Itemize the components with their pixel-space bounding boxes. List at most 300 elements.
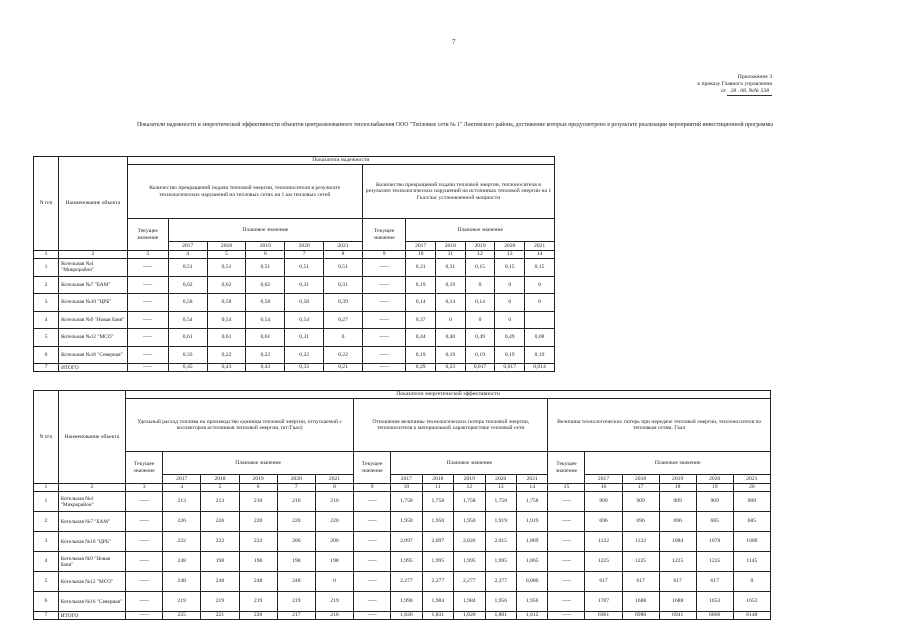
column-number-cell: 6	[239, 484, 277, 492]
planned-value-cell: 0,31	[324, 276, 363, 294]
column-number-cell: 15	[548, 484, 585, 492]
planned-value-cell: 0,58	[246, 294, 285, 312]
row-index-cell: 4	[34, 552, 59, 572]
planned-value-cell: 0,31	[406, 259, 436, 277]
planned-value-cell: 617	[622, 572, 659, 592]
col-index-header: N п/п	[34, 391, 59, 484]
planned-value-cell: 1,984	[422, 592, 453, 612]
energy-group-2-header: Отношение величины технологических потерь тепловой энергии, теплоносителя к материальной характеристике тепловой сети	[354, 399, 548, 452]
column-number-cell: 13	[485, 484, 516, 492]
document-title: Показатели надежности и энергетической эффективности объектов централизованного теплоснабжения ООО "Тепловые сети № 1" Локтевского района, достижение которых предусмотрено в результате реализации мероприятий инвестиционной программы	[136, 122, 774, 128]
planned-value-cell: 222	[163, 532, 201, 552]
planned-value-cell: 1707	[585, 592, 622, 612]
appendix-handwritten-date: 28 . 08. №№ 538	[727, 88, 772, 96]
column-number-cell: 9	[354, 484, 391, 492]
year-header: 2017	[406, 242, 436, 251]
planned-value-cell: 248	[201, 572, 239, 592]
year-header: 2019	[454, 475, 485, 484]
planned-value-cell: 0,51	[246, 259, 285, 277]
planned-value-cell: 213	[163, 492, 201, 512]
current-value-cell: -----	[127, 364, 168, 372]
year-header: 2018	[436, 242, 466, 251]
current-value-cell: -----	[362, 276, 405, 294]
planned-value-cell: 0,62	[207, 276, 246, 294]
year-header: 2018	[422, 475, 453, 484]
object-name-cell: Котельная №7 "БАМ"	[58, 512, 125, 532]
column-number-cell: 1	[34, 251, 59, 259]
planned-value-cell: 1,995	[454, 552, 485, 572]
planned-value-cell: 0,51	[207, 259, 246, 277]
planned-value-cell: 0,61	[168, 329, 207, 347]
current-value-cell: -----	[548, 492, 585, 512]
current-value-cell: -----	[362, 311, 405, 329]
planned-value-cell: 0	[315, 572, 353, 592]
planned-value-cell: 220	[239, 512, 277, 532]
table-row	[34, 294, 555, 312]
current-value-cell: -----	[126, 532, 163, 552]
planned-value-cell: 1,995	[485, 552, 516, 572]
planned-value-cell: 1122	[622, 532, 659, 552]
year-header: 2017	[585, 475, 622, 484]
planned-value-cell: 1653	[696, 592, 733, 612]
planned-value-cell: 0,51	[324, 259, 363, 277]
row-index-cell: 7	[34, 612, 59, 620]
reliability-table-body	[34, 251, 555, 372]
planned-value-cell: 238	[163, 552, 201, 572]
year-header: 2021	[733, 475, 770, 484]
page-number: 7	[452, 38, 456, 46]
column-number-cell: 11	[422, 484, 453, 492]
total-row	[34, 364, 555, 372]
planned-value-cell: 0,22	[246, 346, 285, 364]
planned-value-cell: 909	[622, 492, 659, 512]
planned-value-cell: 1,869	[516, 532, 547, 552]
column-number-cell: 16	[585, 484, 622, 492]
object-name-cell: Котельная №12 "МСО"	[59, 329, 128, 347]
planned-value-cell: 1,995	[391, 552, 422, 572]
planned-value-cell: 219	[163, 592, 201, 612]
planned-value-cell: 0	[465, 311, 495, 329]
planned-value-header: Плановое значение	[585, 452, 771, 475]
planned-value-cell: 0,58	[285, 294, 324, 312]
column-number-cell: 20	[733, 484, 770, 492]
planned-value-cell: 0,017	[465, 364, 495, 372]
planned-value-cell: 0,58	[168, 294, 207, 312]
row-index-cell: 4	[34, 311, 59, 329]
planned-value-cell: 0,15	[495, 259, 525, 277]
year-header: 2017	[163, 475, 201, 484]
energy-main-header: Показатели энергетической эффективности	[126, 391, 771, 399]
energy-efficiency-table	[33, 390, 771, 620]
planned-value-cell: 220	[315, 512, 353, 532]
current-value-cell: -----	[127, 329, 168, 347]
planned-value-cell: 0,19	[495, 346, 525, 364]
planned-value-cell: 696	[622, 512, 659, 532]
table-row	[34, 329, 555, 347]
appendix-line-2: к приказу Главного управления	[697, 81, 772, 87]
planned-value-cell: 226	[163, 512, 201, 532]
planned-value-cell: 2,015	[485, 532, 516, 552]
planned-value-cell: 0,39	[324, 294, 363, 312]
planned-value-cell: 1,990	[391, 592, 422, 612]
column-number-cell: 18	[659, 484, 696, 492]
object-name-cell: Котельная №16 "Северная"	[58, 592, 125, 612]
current-value-cell: -----	[127, 259, 168, 277]
current-value-cell: -----	[362, 294, 405, 312]
appendix-block	[672, 74, 772, 96]
planned-value-cell: 0,49	[495, 329, 525, 347]
planned-value-cell: 0	[525, 276, 555, 294]
planned-value-cell: 1,758	[454, 492, 485, 512]
planned-value-cell: 0	[324, 329, 363, 347]
planned-value-cell: 248	[239, 572, 277, 592]
planned-value-cell: 0,62	[246, 276, 285, 294]
planned-value-cell: 0,14	[465, 294, 495, 312]
planned-value-cell: 210	[277, 492, 315, 512]
current-value-cell: -----	[354, 572, 391, 592]
current-value-header: Текущее значение	[127, 219, 168, 251]
row-index-cell: 5	[34, 572, 59, 592]
planned-value-cell: 0,61	[207, 329, 246, 347]
planned-value-cell: 0,54	[207, 311, 246, 329]
planned-value-header: Плановое значение	[391, 452, 548, 475]
planned-value-cell: 0,14	[436, 294, 466, 312]
current-value-header: Текущее значение	[548, 452, 585, 484]
year-header: 2017	[168, 242, 207, 251]
planned-value-cell: 0,27	[324, 311, 363, 329]
planned-value-cell: 0,22	[285, 346, 324, 364]
planned-value-cell: 217	[277, 612, 315, 620]
current-value-cell: -----	[548, 512, 585, 532]
energy-group-1-header: Удельный расход топлива на производство единицы тепловой энергии, отпускаемой с коллекторов источников тепловой энергии, (кг/Гкал)	[126, 399, 354, 452]
planned-value-cell	[525, 311, 555, 329]
current-value-cell: -----	[127, 276, 168, 294]
planned-value-cell: 1,820	[454, 612, 485, 620]
planned-value-cell: 0,21	[324, 364, 363, 372]
row-index-cell: 2	[34, 276, 59, 294]
current-value-cell: -----	[362, 259, 405, 277]
object-name-cell: Котельная №9 "Новая баня"	[59, 311, 128, 329]
planned-value-cell: 685	[696, 512, 733, 532]
planned-value-cell: 1,956	[485, 592, 516, 612]
planned-value-cell: 1225	[659, 552, 696, 572]
column-number-cell: 12	[454, 484, 485, 492]
planned-value-cell: 0,31	[285, 276, 324, 294]
table-row	[34, 346, 555, 364]
current-value-cell: -----	[362, 364, 405, 372]
year-header: 2019	[659, 475, 696, 484]
planned-value-cell: 0,33	[168, 346, 207, 364]
planned-value-cell: 6148	[733, 612, 770, 620]
planned-value-cell: 0,40	[436, 329, 466, 347]
planned-value-cell: 0,017	[495, 364, 525, 372]
planned-value-cell: 6980	[622, 612, 659, 620]
planned-value-cell: 0,54	[246, 311, 285, 329]
planned-value-cell: 0,19	[465, 346, 495, 364]
planned-value-cell: 210	[315, 492, 353, 512]
planned-value-cell: 0,08	[525, 329, 555, 347]
year-header: 2019	[239, 475, 277, 484]
planned-value-cell: 219	[239, 592, 277, 612]
planned-value-cell: 213	[201, 492, 239, 512]
planned-value-cell: 0,014	[525, 364, 555, 372]
total-row	[34, 612, 771, 620]
planned-value-cell: 198	[201, 552, 239, 572]
column-number-cell: 5	[207, 251, 246, 259]
planned-value-cell: 1225	[585, 552, 622, 572]
current-value-cell: -----	[548, 572, 585, 592]
planned-value-cell: 0,22	[207, 346, 246, 364]
column-number-cell: 8	[315, 484, 353, 492]
object-name-cell: Котельная №4 "Микрорайон"	[58, 492, 125, 512]
col-name-header: Наименование объекта	[58, 391, 125, 484]
planned-value-cell: 1,919	[516, 512, 547, 532]
planned-value-header: Плановое значение	[406, 219, 555, 242]
table-row	[34, 572, 771, 592]
planned-value-cell: 1,612	[516, 612, 547, 620]
planned-value-cell: 1,826	[391, 612, 422, 620]
year-header: 2018	[622, 475, 659, 484]
object-name-cell: Котельная №10 "ЦРБ"	[59, 294, 128, 312]
column-number-cell: 14	[516, 484, 547, 492]
current-value-header: Текущее значение	[354, 452, 391, 484]
table-row	[34, 532, 771, 552]
column-number-cell: 17	[622, 484, 659, 492]
planned-value-cell: 248	[163, 572, 201, 592]
planned-value-cell: 0	[465, 276, 495, 294]
object-name-cell: Котельная №16 "Северная"	[59, 346, 128, 364]
planned-value-cell: 0,51	[285, 259, 324, 277]
current-value-cell: -----	[127, 346, 168, 364]
planned-value-cell: 0,61	[246, 329, 285, 347]
planned-value-cell: 1,801	[485, 612, 516, 620]
planned-value-cell: 6961	[585, 612, 622, 620]
planned-value-cell: 226	[201, 512, 239, 532]
table-row	[34, 512, 771, 532]
current-value-cell: -----	[548, 592, 585, 612]
current-value-cell: -----	[354, 512, 391, 532]
planned-value-cell: 0,37	[406, 311, 436, 329]
current-value-cell: -----	[362, 329, 405, 347]
planned-value-cell: 0,15	[465, 259, 495, 277]
row-index-cell: 3	[34, 294, 59, 312]
planned-value-cell: 1653	[733, 592, 770, 612]
planned-value-cell: 219	[277, 592, 315, 612]
current-value-header: Текущее значение	[362, 219, 405, 251]
planned-value-cell: 0,45	[168, 364, 207, 372]
planned-value-cell: 0,000	[516, 572, 547, 592]
planned-value-cell: 1,919	[485, 512, 516, 532]
planned-value-cell: 198	[315, 552, 353, 572]
column-number-cell: 10	[391, 484, 422, 492]
planned-value-cell: 0,31	[285, 329, 324, 347]
planned-value-cell: 0,51	[168, 259, 207, 277]
current-value-cell: -----	[126, 592, 163, 612]
planned-value-cell: 1,995	[422, 552, 453, 572]
current-value-cell: -----	[126, 612, 163, 620]
planned-value-cell: 225	[163, 612, 201, 620]
row-index-cell: 1	[34, 492, 59, 512]
planned-value-cell: 0,19	[436, 346, 466, 364]
planned-value-cell: 0	[525, 294, 555, 312]
planned-value-cell: 0,14	[406, 294, 436, 312]
planned-value-cell: 0,33	[285, 364, 324, 372]
planned-value-cell: 1,984	[454, 592, 485, 612]
planned-value-cell: 1688	[622, 592, 659, 612]
planned-value-cell: 222	[201, 532, 239, 552]
planned-value-cell: 0	[495, 294, 525, 312]
current-value-header: Текущее значение	[126, 452, 163, 484]
planned-value-cell: 0,54	[168, 311, 207, 329]
current-value-cell: -----	[126, 552, 163, 572]
table-row	[34, 276, 555, 294]
appendix-line-3	[672, 88, 772, 96]
planned-value-cell: 1,950	[454, 512, 485, 532]
planned-value-cell: 198	[239, 552, 277, 572]
planned-value-cell: 0	[495, 311, 525, 329]
object-name-cell: ИТОГО	[58, 612, 125, 620]
column-number-cell: 10	[406, 251, 436, 259]
planned-value-cell: 2,277	[485, 572, 516, 592]
current-value-cell: -----	[354, 492, 391, 512]
year-header: 2020	[495, 242, 525, 251]
planned-value-cell: 198	[277, 552, 315, 572]
column-number-cell: 6	[246, 251, 285, 259]
planned-value-cell: 909	[733, 492, 770, 512]
planned-value-cell: 1,865	[516, 552, 547, 572]
planned-value-cell: 2,097	[422, 532, 453, 552]
year-header: 2020	[285, 242, 324, 251]
planned-value-cell: 0,44	[406, 329, 436, 347]
planned-value-cell: 0,19	[406, 276, 436, 294]
planned-value-cell: 1122	[585, 532, 622, 552]
planned-value-cell: 696	[659, 512, 696, 532]
current-value-cell: -----	[127, 311, 168, 329]
planned-value-cell: 0	[436, 311, 466, 329]
col-index-header: N п/п	[34, 157, 59, 251]
planned-value-cell: 685	[733, 512, 770, 532]
current-value-cell: -----	[126, 492, 163, 512]
current-value-cell: -----	[127, 294, 168, 312]
row-index-cell: 5	[34, 329, 59, 347]
column-number-cell: 19	[696, 484, 733, 492]
column-number-cell: 13	[495, 251, 525, 259]
planned-value-cell: 2,097	[391, 532, 422, 552]
planned-value-cell: 2,277	[422, 572, 453, 592]
column-number-cell: 9	[362, 251, 405, 259]
appendix-line-1: Приложение 3	[737, 74, 772, 80]
planned-value-cell: 210	[239, 492, 277, 512]
planned-value-cell: 200	[315, 532, 353, 552]
planned-value-cell: 0,15	[525, 259, 555, 277]
planned-value-cell: 219	[315, 592, 353, 612]
planned-value-header: Плановое значение	[168, 219, 362, 242]
reliability-main-header: Показатели надежности	[127, 157, 554, 165]
planned-value-cell: 0,58	[207, 294, 246, 312]
current-value-cell: -----	[354, 532, 391, 552]
table-row	[34, 311, 555, 329]
planned-value-cell: 220	[239, 612, 277, 620]
planned-value-cell: 1225	[696, 552, 733, 572]
planned-value-cell: 219	[201, 592, 239, 612]
planned-value-cell: 1000	[733, 532, 770, 552]
current-value-cell: -----	[548, 532, 585, 552]
col-name-header: Наименование объекта	[59, 157, 128, 251]
column-number-cell: 4	[163, 484, 201, 492]
planned-value-cell: 1084	[659, 532, 696, 552]
current-value-cell: -----	[362, 346, 405, 364]
year-header: 2021	[315, 475, 353, 484]
year-header: 2021	[525, 242, 555, 251]
column-number-cell: 4	[168, 251, 207, 259]
planned-value-cell: 0,43	[246, 364, 285, 372]
planned-value-cell: 0,19	[525, 346, 555, 364]
planned-value-cell: 1,950	[422, 512, 453, 532]
object-name-cell: Котельная №4 "Микрорайон"	[59, 259, 128, 277]
column-number-cell: 11	[436, 251, 466, 259]
planned-value-cell: 617	[696, 572, 733, 592]
column-number-cell: 3	[127, 251, 168, 259]
object-name-cell: ИТОГО	[59, 364, 128, 372]
planned-value-cell: 0,19	[406, 346, 436, 364]
row-index-cell: 3	[34, 532, 59, 552]
year-header: 2021	[516, 475, 547, 484]
column-numbers-row	[34, 484, 771, 492]
planned-value-cell: 696	[585, 512, 622, 532]
row-index-cell: 1	[34, 259, 59, 277]
planned-value-cell: 1,956	[516, 592, 547, 612]
planned-value-cell: 909	[696, 492, 733, 512]
table-row	[34, 259, 555, 277]
planned-value-cell: 1145	[733, 552, 770, 572]
planned-value-cell: 1078	[696, 532, 733, 552]
planned-value-cell: 909	[659, 492, 696, 512]
planned-value-cell: 0,49	[465, 329, 495, 347]
row-index-cell: 2	[34, 512, 59, 532]
planned-value-cell: 0,62	[168, 276, 207, 294]
object-name-cell: Котельная №9 "Новая баня"	[58, 552, 125, 572]
year-header: 2020	[696, 475, 733, 484]
table-row	[34, 552, 771, 572]
energy-table-body	[34, 484, 771, 620]
year-header: 2020	[485, 475, 516, 484]
column-number-cell: 8	[324, 251, 363, 259]
column-number-cell: 2	[59, 251, 128, 259]
row-index-cell: 6	[34, 346, 59, 364]
planned-value-cell: 0,29	[406, 364, 436, 372]
planned-value-cell: 0,23	[436, 364, 466, 372]
year-header: 2020	[277, 475, 315, 484]
current-value-cell: -----	[354, 612, 391, 620]
year-header: 2019	[246, 242, 285, 251]
planned-value-cell: 6866	[696, 612, 733, 620]
current-value-cell: -----	[354, 592, 391, 612]
column-number-cell: 2	[58, 484, 125, 492]
planned-value-cell: 206	[277, 532, 315, 552]
planned-value-cell: 1,758	[516, 492, 547, 512]
planned-value-cell: 0	[733, 572, 770, 592]
row-index-cell: 6	[34, 592, 59, 612]
current-value-cell: -----	[354, 552, 391, 572]
reliability-group-2-header: Количество прекращений подачи тепловой энергии, теплоносителя в результате технологических нарушений на источниках тепловой энергии на 1 Гкал/час установленной мощности	[362, 165, 554, 219]
column-number-cell: 7	[277, 484, 315, 492]
table-row	[34, 592, 771, 612]
planned-value-cell: 0,43	[207, 364, 246, 372]
current-value-cell: -----	[126, 512, 163, 532]
column-number-cell: 3	[126, 484, 163, 492]
planned-value-header: Плановое значение	[163, 452, 354, 475]
planned-value-cell: 1,758	[485, 492, 516, 512]
